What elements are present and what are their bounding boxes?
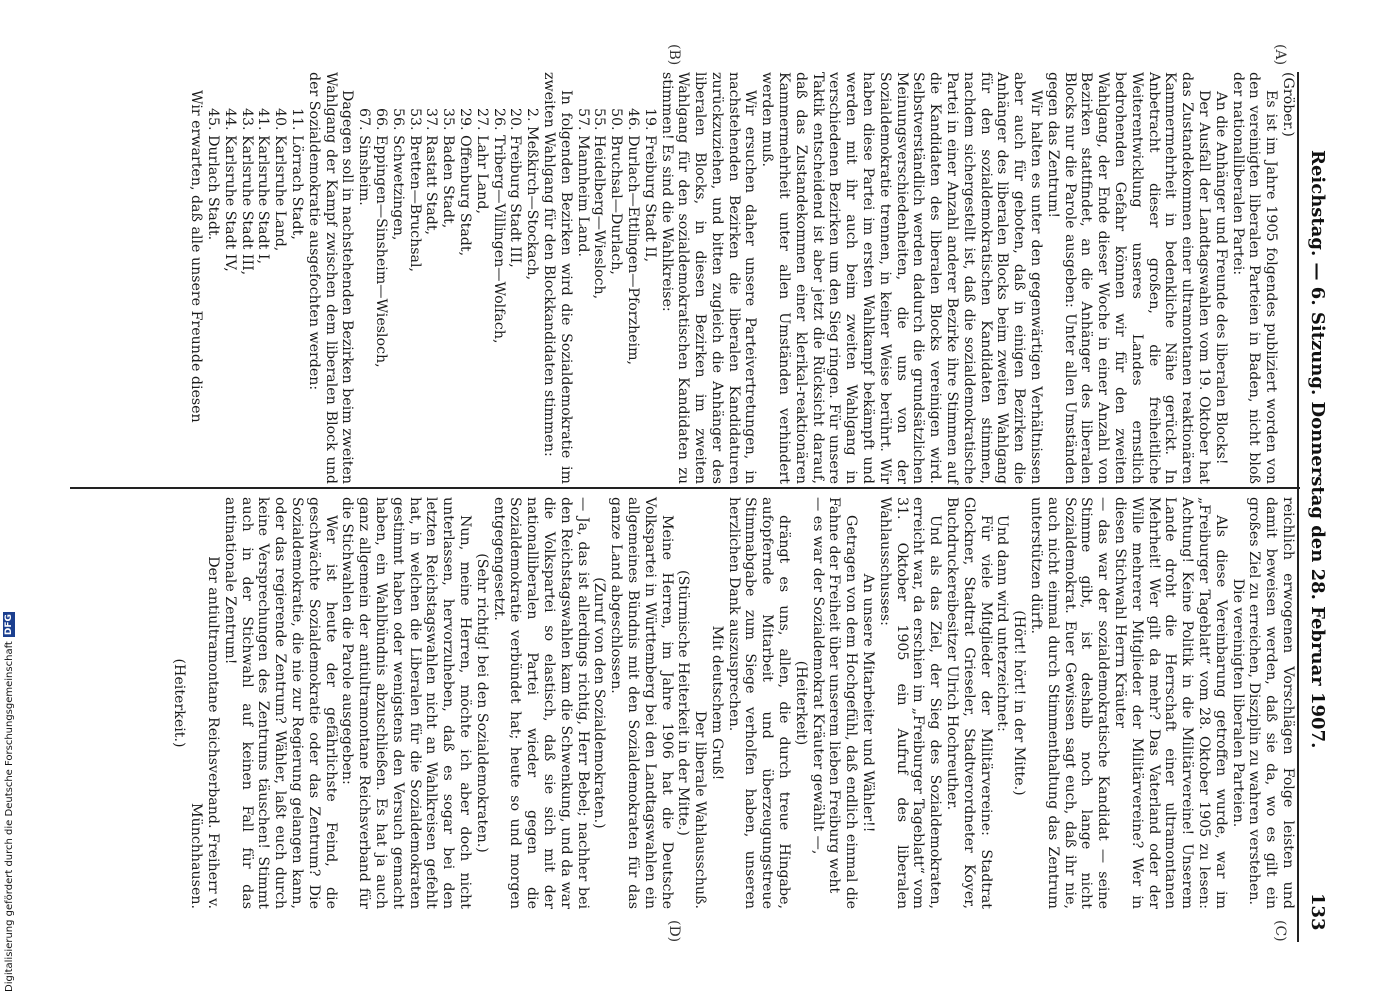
- interjection: (Stürmische Heiterkeit in der Mitte.): [675, 570, 692, 836]
- paragraph: Und dann wird unterzeichnet:: [994, 515, 1011, 732]
- list-item: 40. Karlsruhe Land,: [272, 108, 289, 252]
- left-column: [71, 72, 1296, 484]
- list-item: 27. Lahr Land,: [473, 108, 490, 214]
- header-rule: [1297, 72, 1299, 942]
- paragraph: — es war der Sozialdemokrat Kräuter gewählt —,: [809, 497, 826, 855]
- paragraph: Der Ausfall der Landtagswahlen vom 19. Oktober hat das Zustandekommen einer ultramontanen reaktionären Kammermehrheit in bedenkliche Nähe gerückt. In Anbetracht dieser großen, die freiheitliche Weiterentwicklung unseres Landes ernstlich bedrohenden Gefahr können wir für den zweiten Wahlgang, der Ende dieser Woche in einer Anzahl von Bezirken stattfindet, an die Anhänger des liberalen Blocks nur die Parole ausgeben: Unter allen Umständen gegen das Zentrum!: [1044, 72, 1213, 484]
- running-header: [1307, 150, 1328, 970]
- paragraph: — Ja, das ist allerdings richtig, Herr Bebel; nachher bei den Reichstagswahlen kam die Schwenkung, und da war die Volkspartei so elastisch, daß sie sich mit der nationalliberalen Partei wieder gegen die Sozialdemokratie verbündet hat; heute so und morgen entgegengesetzt.: [490, 497, 591, 909]
- list-item: 43. Karlsruhe Stadt III,: [238, 108, 255, 276]
- paragraph: Wir halten es unter den gegenwärtigen Verhältnissen aber auch für geboten, daß in einigen Bezirken die Anhänger des liberalen Blocks beim zweiten Wahlgang für den sozialdemokratischen Kandidaten stimmen, nachdem sichergestellt ist, daß die sozialdemokratische Partei in einer Anzahl anderer Bezirke ihre Stimmen auf die Kandidaten des liberalen Blocks vereinigen wird. Selbstverständlich werden dadurch die grundsätzlichen Meinungsverschiedenheiten, die uns von der Sozialdemokratie trennen, in keiner Weise berührt. Wir haben diese Partei im ersten Wahlkampf bekämpft und werden mit ihr auch beim zweiten Wahlgang in verschiedenen Bezirken um den Sieg ringen. Für unsere Taktik entscheidend ist aber jetzt die Rücksicht darauf, daß das Zustandekommen einer klerikal-reaktionären Kammermehrheit unter allen Umständen verhindert werden muß.: [759, 72, 1045, 484]
- list-item: 19. Freiburg Stadt II,: [641, 108, 658, 263]
- list-item: 26. Triberg—Villingen—Wolfach,: [490, 108, 507, 344]
- paragraph: reichlich erwogenen Vorschlägen Folge leisten und damit beweisen werden, daß sie da, wo es gilt ein großes Ziel zu erreichen, Disziplin zu wahren verstehen.: [1246, 497, 1296, 909]
- paragraph: Nun, meine Herren, möchte ich aber doch nicht unterlassen, hervorzuheben, daß es sogar bei den letzten Reichstagswahlen nicht an Wahlkreisen gefehlt hat, in welchen die Liberalen für die Sozialdemokraten gestimmt haben oder wenigstens den Versuch gemacht haben, ein Wahlbündnis abzuschließen. Es hat ja auch ganz allgemein der antiultramontane Reichsverband für die Stichwahlen die Parole ausgegeben:: [339, 497, 473, 909]
- paragraph: Für viele Mitglieder der Militärvereine: Stadtrat Glockner, Stadtrat Grieseler, Stadtverordneter Koyer, Buchdruckereibesitzer Ulrich Hochreuther.: [944, 497, 994, 909]
- list-item: 46. Durlach—Ettlingen—Pforzheim,: [624, 108, 641, 366]
- signature: Der liberale Wahlausschuß.: [692, 710, 709, 909]
- margin-mark-a: (A): [1272, 44, 1288, 66]
- list-item: 41. Karlsruhe Stadt I,: [255, 108, 272, 264]
- paragraph: Es ist im Jahre 1905 folgendes publiziert worden von den vereinigten liberalen Parteien in Baden, nicht bloß der nationalliberalen Partei:: [1229, 72, 1280, 484]
- paragraph: Getragen von dem Hochgefühl, daß endlich einmal die Fahne der Freiheit über unserem lieben Freiburg weht: [826, 497, 860, 909]
- paragraph: In folgenden Bezirken wird die Sozialdemokratie im zweiten Wahlgang für den Blockkandidaten stimmen:: [540, 72, 574, 484]
- page-number: 133: [1307, 893, 1328, 931]
- list-item: 53. Bretten—Bruchsal,: [406, 108, 423, 273]
- heading: An die Anhänger und Freunde des liberalen Blocks!: [1212, 91, 1229, 465]
- list-item: 57. Mannheim Land.: [574, 108, 591, 257]
- column-divider: [70, 487, 1300, 489]
- list-item: 37. Rastatt Stadt,: [423, 108, 440, 236]
- signature: Die vereinigten liberalen Parteien.: [1229, 578, 1246, 828]
- interjection: (Heiterkeit.): [171, 658, 188, 748]
- interjection: (Sehr richtig! bei den Sozialdemokraten.): [473, 553, 490, 853]
- interjection: (Hört! hört! in der Mitte.): [1011, 610, 1028, 796]
- list-item: 11. Lörrach Stadt,: [288, 108, 305, 240]
- margin-mark-b: (B): [666, 44, 682, 66]
- dfg-logo: DFG: [4, 614, 14, 636]
- header-title: Reichstag. — 6. Sitzung. Donnerstag den 28. Februar 1907.: [1307, 150, 1328, 749]
- list-item: 66. Eppingen—Sinsheim—Wiesloch,: [372, 108, 389, 368]
- list-item: 55. Heidelberg—Wiesloch,: [591, 108, 608, 300]
- closing: Mit deutschem Gruß!: [708, 625, 725, 781]
- margin-mark-c: (C): [1272, 920, 1288, 942]
- list-item: 67. Sinsheim.: [356, 108, 373, 206]
- digitization-footer: [3, 612, 15, 992]
- paragraph: Dagegen soll in nachstehenden Bezirken beim zweiten Wahlgang der Kampf zwischen dem liberalen Block und der Sozialdemokratie ausgefochten werden:: [305, 72, 356, 484]
- paragraph: Wir erwarten, daß alle unsere Freunde diesen: [188, 90, 205, 423]
- heading: An unsere Mitarbeiter und Wähler!!: [860, 573, 877, 833]
- list-item: 56. Schwetzingen,: [389, 108, 406, 241]
- paragraph: Und als das Ziel, der Sieg des Sozialdemokraten, erreicht war, da erschien im „Freiburger Tageblatt“ vom 31. Oktober 1905 ein Aufruf des liberalen Wahlausschusses:: [876, 497, 944, 909]
- footer-text: Digitalisierung gefördert durch die Deutsche Forschungsgemeinschaft: [3, 641, 15, 992]
- margin-mark-d: (D): [666, 920, 682, 943]
- list-item: 50. Bruchsal—Durlach,: [608, 108, 625, 275]
- list-item: 35. Baden Stadt,: [440, 108, 457, 229]
- list-item: 44. Karlsruhe Stadt IV,: [221, 108, 238, 272]
- interjection: (Heiterkeit): [792, 660, 809, 746]
- speaker-name: (Gröber.): [1280, 72, 1296, 137]
- list-item: 29. Offenburg Stadt,: [456, 108, 473, 257]
- paragraph: drängt es uns, allen, die durch treue Hingabe, aufopfernde Mitarbeit und überzeugungstreue Stimmabgabe zum Siege verholfen haben, unseren herzlichen Dank auszusprechen.: [725, 497, 793, 909]
- quotation: Wer ist heute der gefährlichste Feind, die geschwächte Sozialdemokratie oder das Zentrum? Die Sozialdemokratie, die nie zur Regierung gelangen kann, oder das regierende Zentrum? Wähler, laßt euch durch keine Versprechungen des Zentrums täuschen! Stimmt auch in der Stichwahl auf keinen Fall für das antinationale Zentrum!: [221, 497, 339, 909]
- signature: Der antiultramontane Reichsverband. Freiherr v. Münchhausen.: [188, 556, 221, 909]
- paragraph: Als diese Vereinbarung getroffen wurde, war im „Freiburger Tageblatt“ vom 28. Oktober 1905 zu lesen: Achtung! Keine Politik in die Militärvereine! Unserem Lande droht die Herrschaft einer ultramontanen Mehrheit! Wer gilt da mehr? Das Vaterland oder der Wille mehrerer Mitglieder der Militärvereine? Wer in diesen Stichwahl Herrn Kräuter: [1112, 497, 1229, 909]
- right-column: [71, 497, 1296, 909]
- paragraph: Wir ersuchen daher unsere Parteivertretungen, in nachstehenden Bezirken die liberalen Kandidaturen zurückzuziehen, und bitten zugleich die Anhänger des liberalen Blocks, in diesen Bezirken im zweiten Wahlgang für den sozialdemokratischen Kandidaten zu stimmen! Es sind die Wahlkreise:: [658, 72, 759, 484]
- list-item: 45. Durlach Stadt.: [205, 108, 221, 241]
- interjection: (Zuruf von den Sozialdemokraten.): [591, 577, 608, 829]
- paragraph: — das war der sozialdemokratische Kandidat — seine Stimme gibt, ist deshalb noch lange nicht Sozialdemokrat. Euer Gewissen sagt euch, daß ihr nie, auch nicht einmal durch Stimmenthaltung das Zentrum unterstützen dürft.: [1028, 497, 1112, 909]
- paragraph: Meine Herren, im Jahre 1906 hat die Deutsche Volkspartei in Württemberg bei den Landtagswahlen ein allgemeines Bündnis mit den Sozialdemokraten für das ganze Land abgeschlossen.: [608, 497, 675, 909]
- list-item: 20. Freiburg Stadt III,: [507, 108, 524, 268]
- list-item: 2. Meßkirch—Stockach,: [524, 108, 541, 281]
